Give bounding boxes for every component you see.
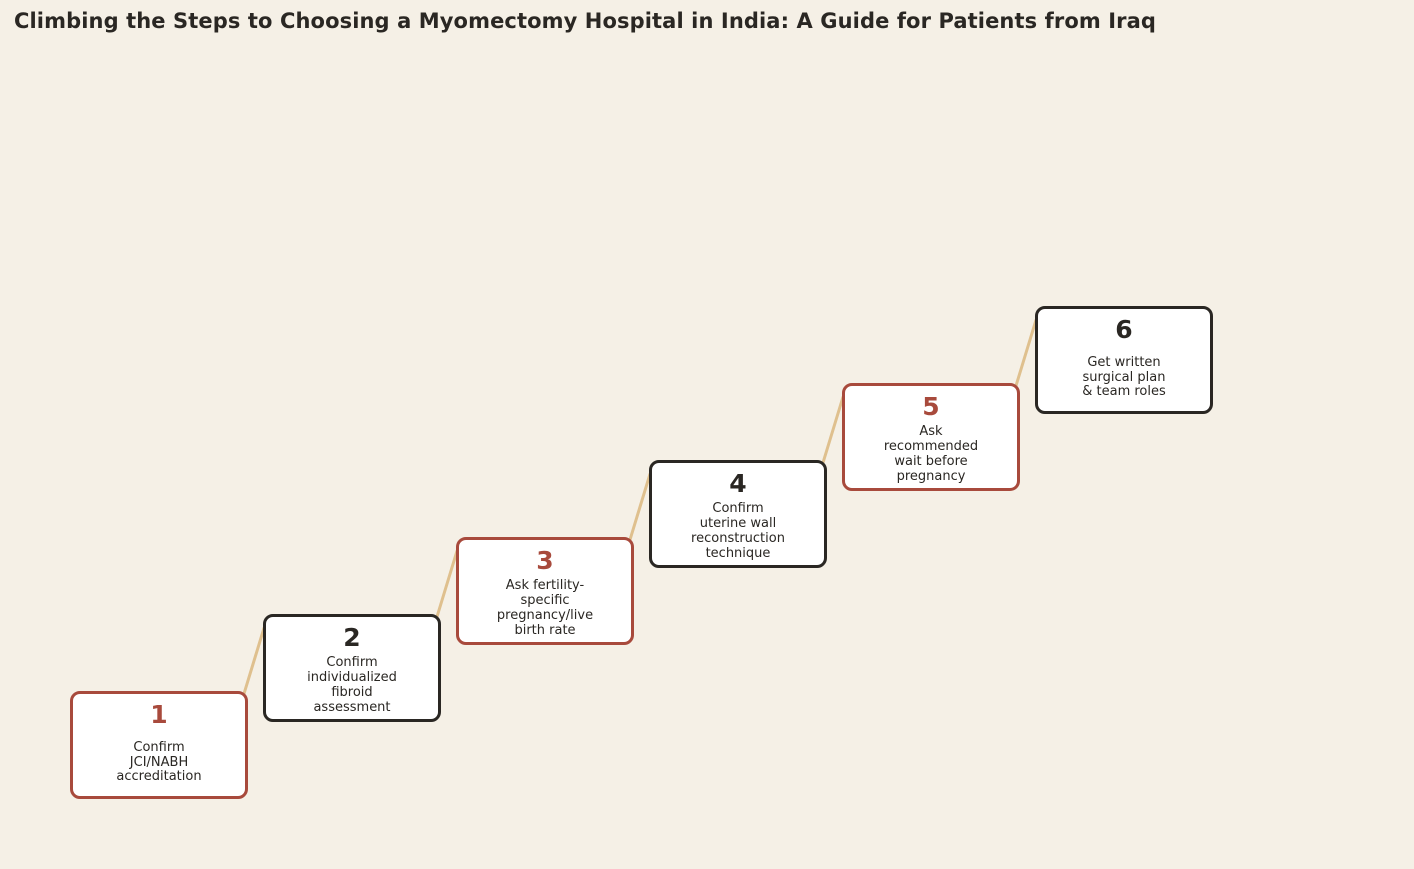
connector-5-6 — [1015, 320, 1036, 389]
step-4-box — [649, 460, 827, 568]
step-3-box — [456, 537, 634, 645]
page-title: Climbing the Steps to Choosing a Myomectomy Hospital in India: A Guide for Patients from Iraq — [14, 9, 1157, 33]
step-3-number: 3 — [536, 546, 554, 575]
step-2-text: Confirm individualized fibroid assessment — [307, 655, 397, 715]
step-6-number: 6 — [1115, 315, 1133, 344]
step-5-text: Ask recommended wait before pregnancy — [883, 424, 979, 484]
step-5-number: 5 — [922, 392, 940, 421]
step-5-box — [842, 383, 1020, 491]
connector-2-3 — [436, 551, 457, 620]
step-4-number: 4 — [729, 469, 747, 498]
step-6-text: Get written surgical plan & team roles — [1082, 354, 1166, 400]
step-4-text: Confirm uterine wall reconstruction technique — [691, 501, 785, 561]
step-6-box — [1035, 306, 1213, 414]
step-1-box — [70, 691, 248, 799]
step-3-text: Ask fertility- specific pregnancy/live birth rate — [496, 578, 594, 638]
step-2-number: 2 — [343, 623, 361, 652]
step-1-number: 1 — [150, 700, 168, 729]
connector-1-2 — [243, 628, 264, 697]
step-2-box — [263, 614, 441, 722]
connector-3-4 — [629, 474, 650, 543]
step-1-text: Confirm JCI/NABH accreditation — [116, 739, 202, 785]
connector-4-5 — [822, 397, 843, 466]
